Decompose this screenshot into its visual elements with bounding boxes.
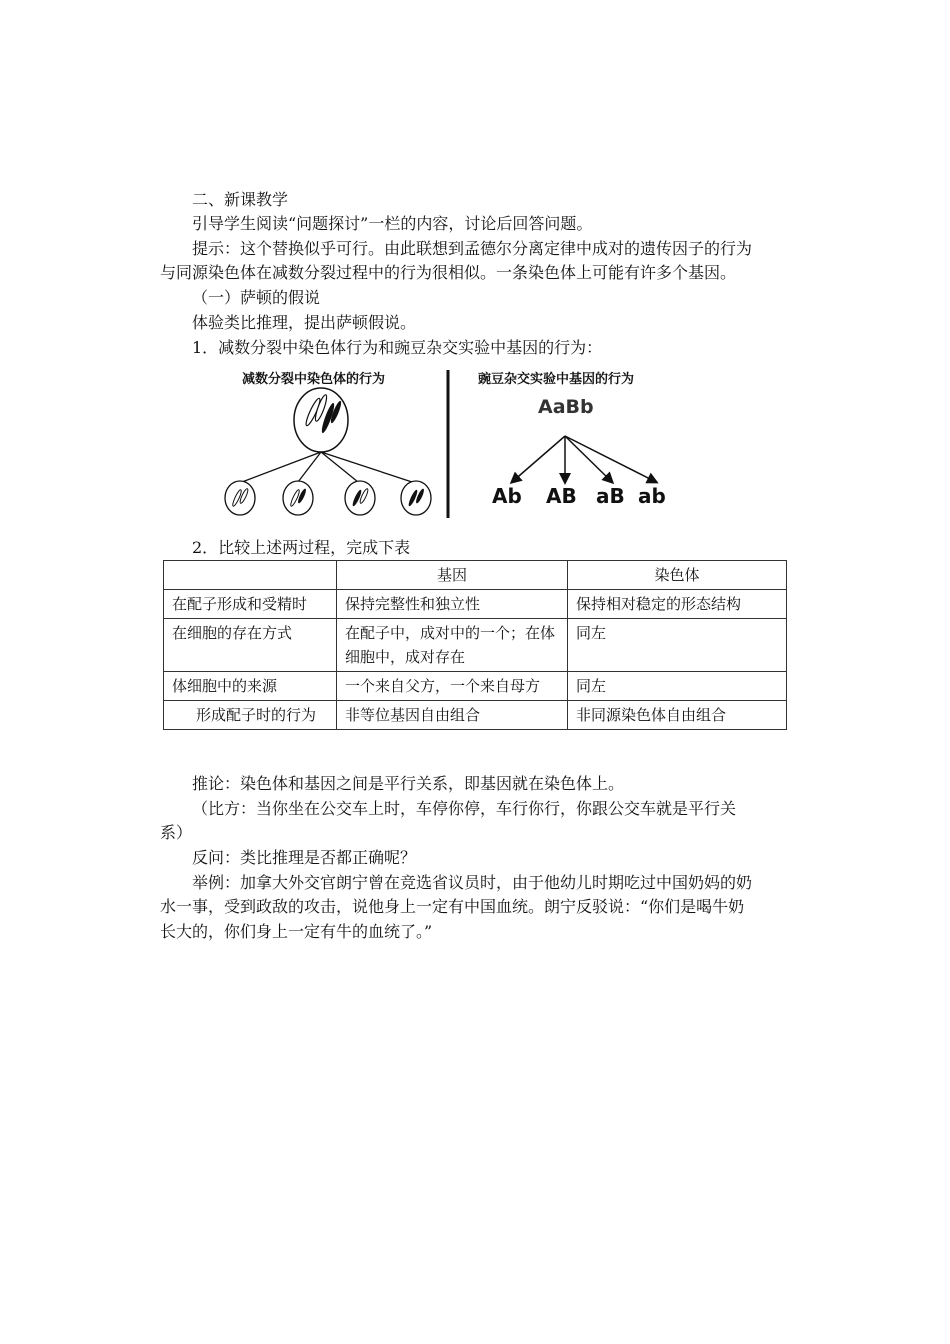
figure-meiosis-vs-genes <box>220 364 690 524</box>
figure-left-title: 减数分裂中染色体的行为 <box>242 372 386 387</box>
paragraph: 举例：加拿大外交官朗宁曾在竞选省议员时，由于他幼儿时期吃过中国奶妈的奶 <box>192 873 753 892</box>
table-cell: 同左 <box>568 672 787 701</box>
paragraph: 引导学生阅读“问题探讨”一栏的内容，讨论后回答问题。 <box>192 214 593 233</box>
table-cell: 同左 <box>568 619 787 672</box>
table-row <box>164 672 787 701</box>
paragraph: 提示：这个替换似乎可行。由此联想到孟德尔分离定律中成对的遗传因子的行为 <box>192 239 753 258</box>
list-item: 2．比较上述两过程，完成下表 <box>192 538 411 557</box>
table-cell: 一个来自父方，一个来自母方 <box>337 672 568 701</box>
table-cell: 体细胞中的来源 <box>164 672 337 701</box>
list-item: 1．减数分裂中染色体行为和豌豆杂交实验中基因的行为： <box>192 338 603 357</box>
paragraph: 系） <box>160 823 193 842</box>
table-cell: 在细胞的存在方式 <box>164 619 337 672</box>
table-header-cell: 染色体 <box>568 561 787 590</box>
table-cell: 形成配子时的行为 <box>164 701 337 730</box>
paragraph: 长大的，你们身上一定有牛的血统了。” <box>160 922 433 941</box>
table-cell: 在配子形成和受精时 <box>164 590 337 619</box>
paragraph: 反问：类比推理是否都正确呢？ <box>192 848 417 867</box>
section-heading: 二、新课教学 <box>192 190 289 209</box>
table-header-cell: 基因 <box>337 561 568 590</box>
gamete-label: Ab <box>492 484 522 508</box>
table-cell: 保持完整性和独立性 <box>337 590 568 619</box>
figure-right-title: 豌豆杂交实验中基因的行为 <box>478 372 635 387</box>
table-header-row <box>164 561 787 590</box>
table-row <box>164 590 787 619</box>
parent-genotype: AaBb <box>538 396 594 418</box>
table-cell: 非同源染色体自由组合 <box>568 701 787 730</box>
paragraph: （比方：当你坐在公交车上时，车停你停，车行你行，你跟公交车就是平行关 <box>192 799 737 818</box>
subsection-heading: （一）萨顿的假说 <box>192 288 321 307</box>
gamete-label: ab <box>638 484 666 508</box>
table-header-cell <box>164 561 337 590</box>
table-cell: 保持相对稳定的形态结构 <box>568 590 787 619</box>
paragraph: 与同源染色体在减数分裂过程中的行为很相似。一条染色体上可能有许多个基因。 <box>160 263 737 282</box>
table-row <box>164 701 787 730</box>
comparison-table <box>163 560 787 730</box>
paragraph: 体验类比推理，提出萨顿假说。 <box>192 313 417 332</box>
gamete-label: AB <box>546 484 577 508</box>
table-cell: 非等位基因自由组合 <box>337 701 568 730</box>
paragraph: 推论：染色体和基因之间是平行关系，即基因就在染色体上。 <box>192 774 625 793</box>
paragraph: 水一事，受到政敌的攻击，说他身上一定有中国血统。朗宁反驳说：“你们是喝牛奶 <box>160 897 745 916</box>
table-row <box>164 619 787 672</box>
table-cell: 在配子中，成对中的一个；在体细胞中，成对存在 <box>337 619 568 672</box>
gamete-label: aB <box>596 484 625 508</box>
